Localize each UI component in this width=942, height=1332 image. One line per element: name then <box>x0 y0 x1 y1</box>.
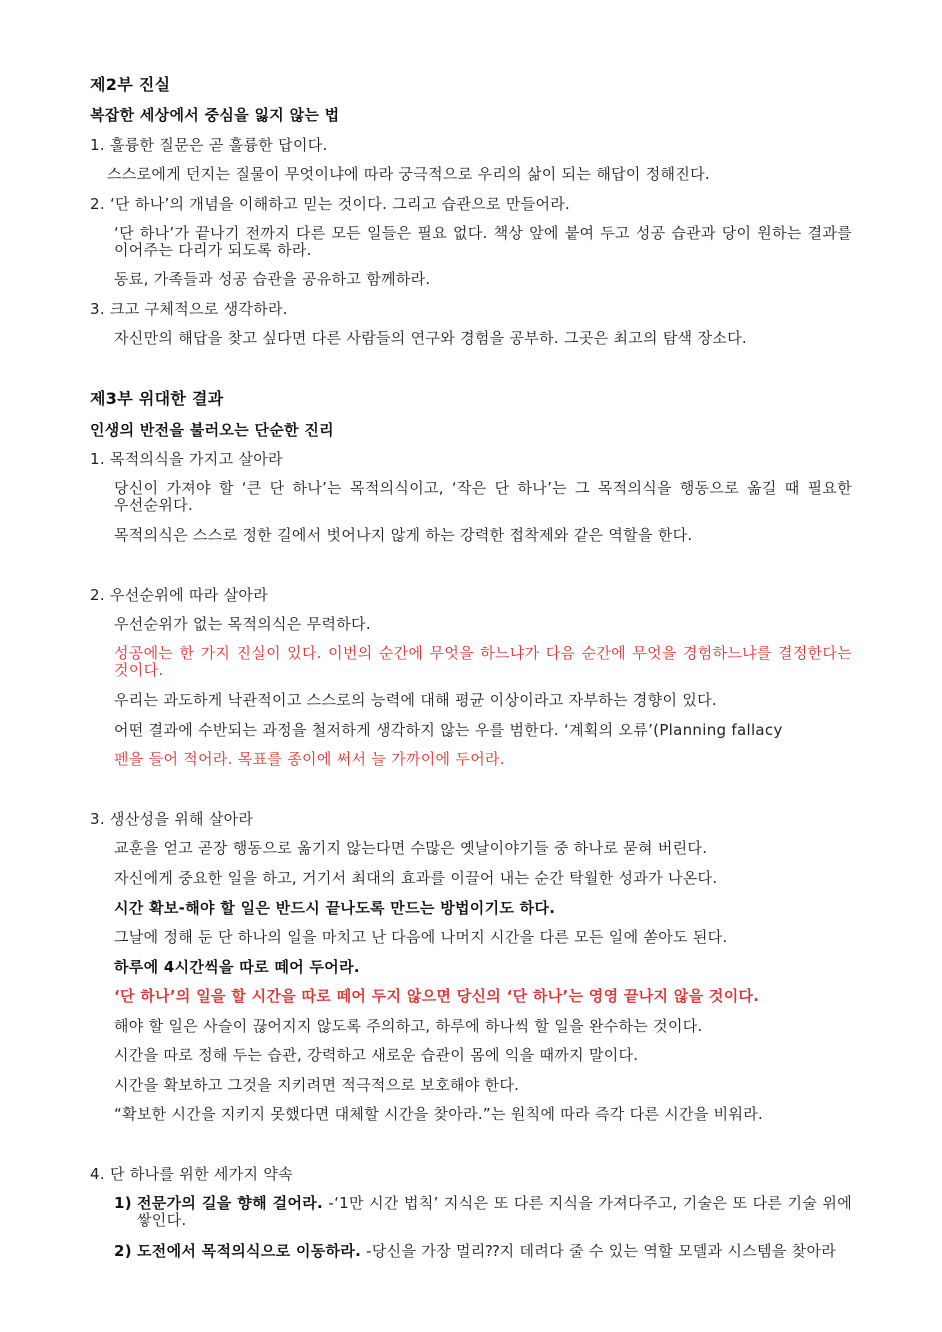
part3-item-4-sub-1-num: 1) <box>114 1194 132 1212</box>
part3-item-1-sub-1: 당신이 가져야 할 ‘큰 단 하나’는 목적의식이고, ‘작은 단 하나’는 그 목적의식을 행동으로 옮길 때 필요한 우선순위다. <box>114 479 852 514</box>
part3-item-2-sub-2: 성공에는 한 가지 진실이 있다. 이번의 순간에 무엇을 하느냐가 다음 순간에 무엇을 경험하느냐를 결정한다는 것이다. <box>114 644 852 679</box>
part2-item-3-sub-1: 자신만의 해답을 찾고 싶다면 다른 사람들의 연구와 경험을 공부하. 그곳은 최고의 탐색 장소다. <box>114 329 747 347</box>
part3-item-3-sub-3: 시간 확보-해야 할 일은 반드시 끝나도록 만드는 방법이기도 하다. <box>114 899 556 917</box>
part3-item-4-sub-2-text: -당신을 가장 멀리⁇지 데려다 줄 수 있는 역할 모델과 시스템을 찾아라 <box>361 1242 837 1260</box>
part2-item-1: 1. 훌륭한 질문은 곧 훌륭한 답이다. <box>90 136 328 154</box>
part3-title: 제3부 위대한 결과 <box>90 389 224 408</box>
part3-item-3-sub-6: ‘단 하나’의 일을 할 시간을 따로 떼어 두지 않으면 당신의 ‘단 하나’는 영영 끝나지 않을 것이다. <box>114 987 760 1005</box>
part2-subtitle: 복잡한 세상에서 중심을 잃지 않는 법 <box>90 106 340 124</box>
part3-item-3-sub-5: 하루에 4시간씩을 따로 떼어 두어라. <box>114 958 360 976</box>
part2-item-2-sub-1: ‘단 하나’가 끝나기 전까지 다른 모든 일들은 필요 없다. 책상 앞에 붙여 두고 성공 습관과 당이 원하는 결과를 이어주는 다리가 되도록 하라. <box>114 224 852 259</box>
part3-item-3-sub-9: 시간을 확보하고 그것을 지키려면 적극적으로 보호해야 한다. <box>114 1076 520 1094</box>
part3-subtitle: 인생의 반전을 불러오는 단순한 진리 <box>90 421 334 439</box>
part3-item-3-sub-4: 그날에 정해 둔 단 하나의 일을 마치고 난 다음에 나머지 시간을 다른 모든 일에 쏟아도 된다. <box>114 928 728 946</box>
part3-item-3-sub-7: 해야 할 일은 사슬이 끊어지지 않도록 주의하고, 하루에 하나씩 할 일을 완수하는 것이다. <box>114 1017 703 1035</box>
part3-item-3-sub-10: “확보한 시간을 지키지 못했다면 대체할 시간을 찾아라.”는 원칙에 따라 즉각 다른 시간을 비워라. <box>114 1105 764 1123</box>
part3-item-2-sub-5: 펜을 들어 적어라. 목표를 종이에 써서 늘 가까이에 두어라. <box>114 750 505 768</box>
part3-item-4-sub-1 <box>137 1195 852 1229</box>
part3-item-4-sub-1-bold: 전문가의 길을 향해 걸어라. <box>137 1194 324 1212</box>
part3-item-2-sub-1: 우선순위가 없는 목적의식은 무력하다. <box>114 615 371 633</box>
part2-item-2: 2. ‘단 하나’의 개념을 이해하고 믿는 것이다. 그리고 습관으로 만들어라. <box>90 195 571 213</box>
part3-item-3-sub-8: 시간을 따로 정해 두는 습관, 강력하고 새로운 습관이 몸에 익을 때까지 말이다. <box>114 1046 639 1064</box>
part3-item-2: 2. 우선순위에 따라 살아라 <box>90 586 269 604</box>
part2-title: 제2부 진실 <box>90 75 171 94</box>
part3-item-4-sub-1-text: -‘1만 시간 법칙’ 지식은 또 다른 지식을 가져다주고, 기술은 또 다른 기술 위에 쌓인다. <box>137 1194 852 1229</box>
part3-item-1: 1. 목적의식을 가지고 살아라 <box>90 450 283 468</box>
part3-item-4-sub-2 <box>137 1243 852 1260</box>
part3-item-3: 3. 생산성을 위해 살아라 <box>90 810 254 828</box>
part2-item-3: 3. 크고 구체적으로 생각하라. <box>90 300 288 318</box>
part3-item-2-sub-3: 우리는 과도하게 낙관적이고 스스로의 능력에 대해 평균 이상이라고 자부하는 경향이 있다. <box>114 691 717 709</box>
part3-item-4-sub-2-bold: 도전에서 목적의식으로 이동하라. <box>137 1242 362 1260</box>
part3-item-4: 4. 단 하나를 위한 세가지 약속 <box>90 1165 293 1183</box>
part2-item-2-sub-2: 동료, 가족들과 성공 습관을 공유하고 함께하라. <box>114 270 431 288</box>
part3-item-3-sub-2: 자신에게 중요한 일을 하고, 거기서 최대의 효과를 이끌어 내는 순간 탁월한 성과가 나온다. <box>114 869 718 887</box>
part3-item-1-sub-2: 목적의식은 스스로 정한 길에서 벗어나지 않게 하는 강력한 접착제와 같은 역할을 한다. <box>114 526 693 544</box>
part2-item-1-sub-1: 스스로에게 던지는 질물이 무엇이냐에 따라 궁극적으로 우리의 삶이 되는 해답이 정해진다. <box>107 165 710 183</box>
part3-item-2-sub-4: 어떤 결과에 수반되는 과정을 철저하게 생각하지 않는 우를 범한다. ‘계획의 오류’(Planning fallacy <box>114 721 783 739</box>
part3-item-4-sub-2-num: 2) <box>114 1242 132 1260</box>
part3-item-3-sub-1: 교훈을 얻고 곧장 행동으로 옮기지 않는다면 수많은 옛날이야기들 중 하나로 묻혀 버린다. <box>114 839 708 857</box>
